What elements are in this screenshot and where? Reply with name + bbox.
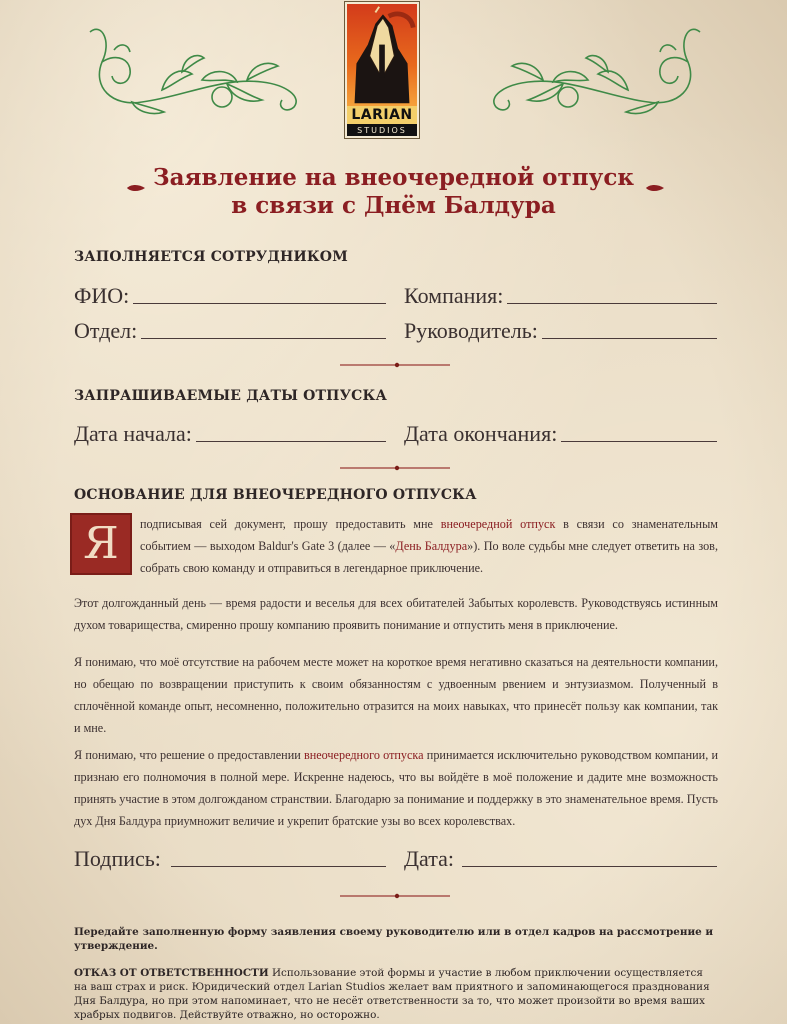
text: в связи со знаменательным событием — выходом Baldur's Gate 3 (далее — «	[140, 517, 718, 553]
title-line-2: в связи с Днём Балдура	[231, 192, 556, 219]
highlight-extraordinary-leave: внеочередной отпуск	[440, 517, 556, 531]
title-line-1: Заявление на внеочередной отпуск	[153, 164, 634, 191]
field-company[interactable]	[404, 283, 717, 309]
dropcap-letter: Я	[83, 518, 119, 569]
field-manager[interactable]	[404, 318, 717, 344]
submission-instruction: Передайте заполненную форму заявления своему руководителю или в отдел кадров на рассмотрение и утверждение.	[74, 926, 714, 952]
field-department[interactable]	[74, 318, 386, 344]
knight-helmet-artwork	[347, 4, 417, 106]
field-label: Руководитель:	[404, 318, 538, 343]
floral-vine-ornament-left	[72, 12, 312, 122]
logo-sub-text: STUDIOS	[347, 124, 417, 138]
field-full-name[interactable]	[74, 283, 386, 309]
signature-date-input-line[interactable]	[462, 866, 717, 867]
paragraph-2: Этот долгожданный день — время радости и веселья для всех обитателей Забытых королевств. Руководствуясь истинным духом товарищества, смиренно прошу компанию проявить понимание и отпустить меня в приключение.	[74, 596, 718, 632]
field-signature-date[interactable]	[404, 846, 717, 872]
field-label: Дата:	[404, 846, 454, 871]
document-title	[0, 164, 787, 220]
disclaimer	[74, 966, 718, 1022]
end-date-input-line[interactable]	[561, 441, 717, 442]
full-name-input-line[interactable]	[133, 303, 386, 304]
section-heading-reason: ОСНОВАНИЕ ДЛЯ ВНЕОЧЕРЕДНОГО ОТПУСКА	[74, 487, 477, 503]
field-signature[interactable]	[74, 846, 386, 872]
highlight-extraordinary-leave: внеочередного отпуска	[303, 748, 424, 762]
company-input-line[interactable]	[507, 303, 717, 304]
disclaimer-text: Использование этой формы и участие в любом приключении осуществляется на ваш страх и риск. Юридический отдел Larian Studios желает вам приятного и запоминающегося празднования Дня Балдура, но при этом напоминает, что не несёт ответственности за то, что может произойти во время ваших храбрых подвигов. Действуйте отважно, но осторожно.	[74, 967, 710, 1021]
illuminated-dropcap	[70, 513, 132, 575]
text: принимается исключительно руководством компании, и признаю его полномочия в полной мере. Искренне надеюсь, что вы войдёте в моё положение и дадите мне возможность принять участие в этом долгожданом странствии. Благодарю за понимание и поддержку в это знаменательное время. Пусть дух Дня Балдура приумножит величие и укрепит братские узы во всех королевствах.	[74, 748, 718, 828]
logo-brand-text: LARIAN	[347, 106, 417, 124]
text: »). По воле судьбы мне следует ответить на зов, собрать свою команду и отправиться в легендарное приключение.	[140, 539, 718, 575]
signature-input-line[interactable]	[171, 866, 386, 867]
floral-vine-ornament-right	[478, 12, 718, 122]
section-divider	[330, 891, 460, 901]
field-label: ФИО:	[74, 283, 130, 308]
section-heading-employee: ЗАПОЛНЯЕТСЯ СОТРУДНИКОМ	[74, 249, 348, 265]
section-heading-dates: ЗАПРАШИВАЕМЫЕ ДАТЫ ОТПУСКА	[74, 388, 388, 404]
text: подписывая сей документ, прошу предоставить мне	[140, 517, 441, 531]
field-end-date[interactable]	[404, 421, 717, 447]
department-input-line[interactable]	[141, 338, 386, 339]
field-label: Отдел:	[74, 318, 138, 343]
manager-input-line[interactable]	[542, 338, 717, 339]
start-date-input-line[interactable]	[196, 441, 386, 442]
field-start-date[interactable]	[74, 421, 386, 447]
section-divider	[330, 360, 460, 370]
disclaimer-label: ОТКАЗ ОТ ОТВЕТСТВЕННОСТИ	[74, 967, 269, 979]
field-label: Дата окончания:	[404, 421, 558, 446]
highlight-baldurs-day: День Балдура	[395, 539, 468, 553]
field-label: Дата начала:	[74, 421, 192, 446]
paragraph-3: Я понимаю, что моё отсутствие на рабочем месте может на короткое время негативно сказаться на деятельности компании, но обещаю по возвращении приступить к своим обязанностям с удвоенным рвением и энтузиазмом. Полученный в сплочённой команде опыт, несомненно, положительно отразится на моих навыках, что принесёт пользу как компании, так и мне.	[74, 655, 718, 735]
section-divider	[330, 463, 460, 473]
field-label: Подпись:	[74, 846, 161, 871]
field-label: Компания:	[404, 283, 504, 308]
text: Я понимаю, что решение о предоставлении	[74, 748, 304, 762]
paragraph-4	[74, 744, 718, 832]
larian-studios-logo	[345, 2, 419, 138]
paragraph-1	[140, 513, 718, 579]
